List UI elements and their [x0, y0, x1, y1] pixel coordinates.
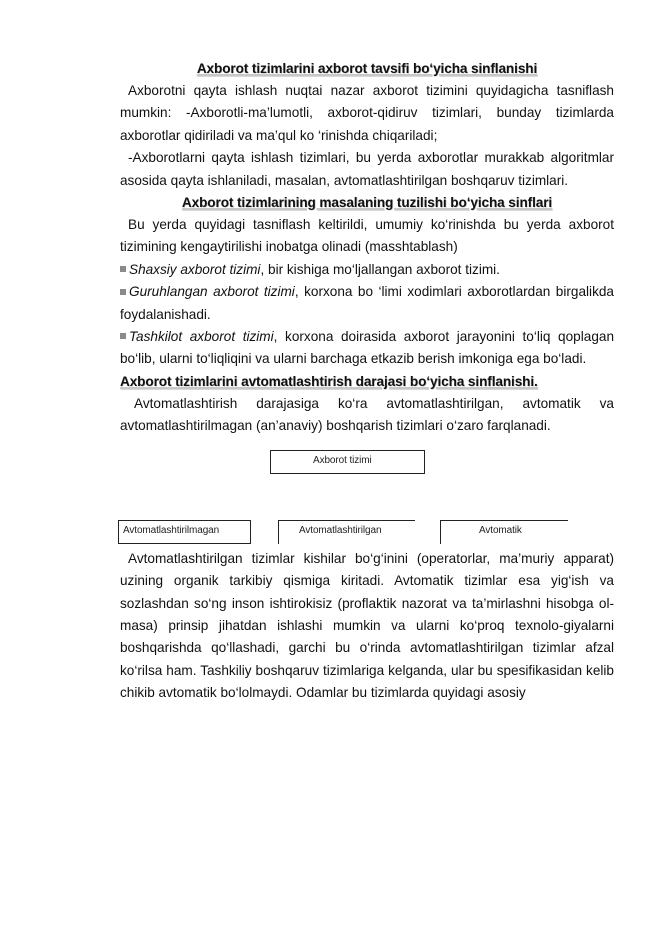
paragraph-automated-systems: Avtomatlashtirilgan tizimlar kishilar bo‘g‘inini (operatorlar, ma’muriy apparat) uzining organik tarkibiy qismiga kiritadi. Avtomatik tizimlar esa yig‘ish va sozlashdan so‘ng inson ishtirokisiz (proflaktik nazorat va ta’mirlashni hisobga ol-masa) prinsip jihatdan ishlashi mumkin va ularni ko‘proq texnolo-giyalarni boshqarishda qo‘llashadi, garchi bu o‘rinda avtomatlashtirilgan tizimlar afzal ko‘rilsa ham. Tashkiliy boshqaruv tizimlariga kelganda, ular bu spesifikasidan kelib chikib avtomatik bo‘lolmaydi. Odamlar bu tizimlarda quyidagi asosiy	[120, 550, 614, 701]
diagram-child-non-automated: Avtomatlashtirilmagan	[118, 520, 251, 544]
paragraph-scaling: Bu yerda quyidagi tasniflash keltirildi, umumiy ko‘rinishda bu yerda axborot tizimining kengaytirilishi inobatga olinadi (masshtablash)	[120, 217, 614, 255]
bullet-text: , bir kishiga mo‘ljallangan axborot tizimi.	[260, 261, 500, 277]
bullet-square-icon	[120, 266, 126, 272]
bullet-item	[120, 326, 614, 371]
bullet-square-icon	[120, 333, 126, 339]
diagram-child-automated: Avtomatlashtirilgan	[278, 520, 415, 544]
heading-task-structure: Axborot tizimlarining masalaning tuzilishi bo‘yicha sinflari	[181, 195, 553, 211]
bullet-item	[120, 259, 614, 281]
paragraph-info-processing: Axborotni qayta ishlash nuqtai nazar axborot tizimini quyidagicha tasniflash mumkin: -Axborotli-ma’lumotli, axborot-qidiruv tizimlari, bunday tizimlarda axborotlar qidiriladi va ma’qul ko ‘rinishda chiqariladi;	[120, 83, 614, 143]
heading-info-classification: Axborot tizimlarini axborot tavsifi bo‘yicha sinflanishi	[196, 61, 538, 76]
bullet-term: Guruhlangan axborot tizimi	[129, 284, 295, 300]
bullet-term: Tashkilot axborot tizimi	[129, 329, 274, 345]
bullet-square-icon	[120, 289, 126, 295]
bullet-term: Shaxsiy axborot tizimi	[129, 261, 261, 277]
paragraph-automation: Avtomatlashtirish darajasiga ko‘ra avtomatlashtirilgan, avtomatik va avtomatlashtirilmagan (an’anaviy) boshqarish tizimlari o‘zaro farqlanadi.	[120, 395, 614, 434]
bullet-text: , korxona bo ‘limi xodimlari axborotlardan birgalikda foydalanishadi.	[120, 284, 614, 322]
diagram-root-box: Axborot tizimi	[270, 450, 425, 474]
heading-automation-level: Axborot tizimlarini avtomatlashtirish darajasi bo‘yicha sinflanishi.	[120, 373, 538, 389]
diagram-child-automatic: Avtomatik	[440, 520, 568, 544]
document-page	[120, 58, 614, 705]
paragraph-processing-systems: -Axborotlarni qayta ishlash tizimlari, bu yerda axborotlar murakkab algoritmlar asosida qayta ishlaniladi, masalan, avtomatlashtirilgan boshqaruv tizimlari.	[120, 150, 614, 188]
classification-diagram	[120, 440, 614, 548]
bullet-item	[120, 281, 614, 326]
bullet-text: , korxona doirasida axborot jarayonini to‘liq qoplagan bo‘lib, ularni to‘liqliqini va ularni barchaga etkazib berish imkoniga ega bo‘ladi.	[120, 329, 615, 367]
